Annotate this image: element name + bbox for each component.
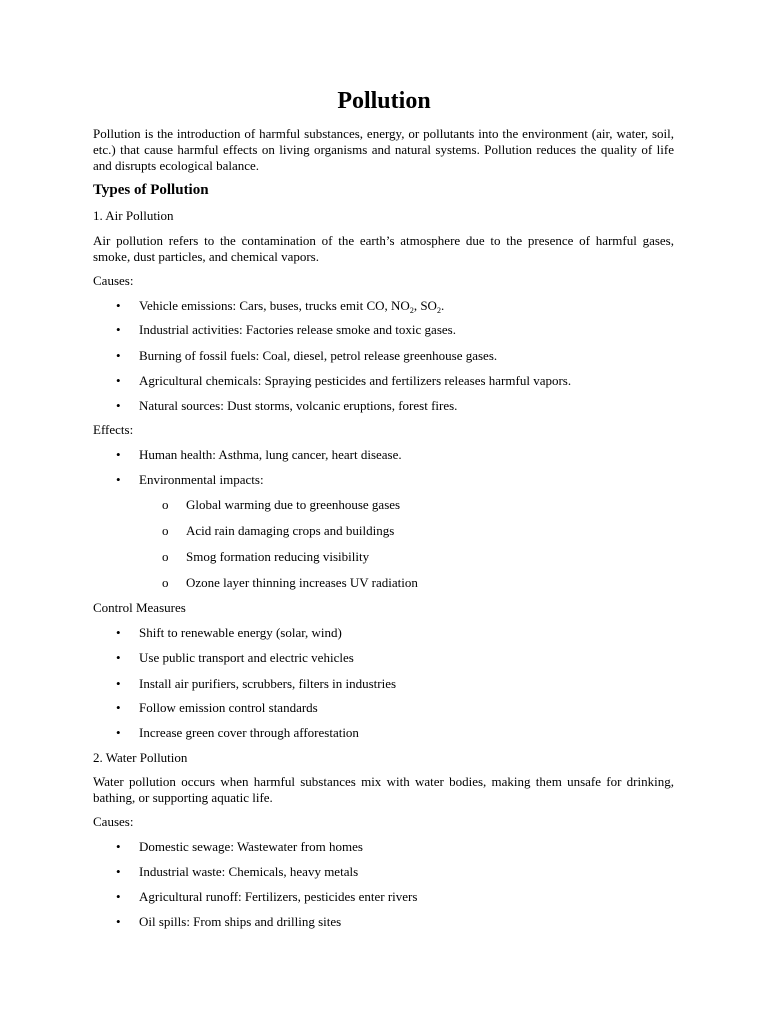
list-item-text: Increase green cover through afforestation <box>139 725 359 740</box>
bullet-icon: • <box>116 373 121 388</box>
bullet-icon: • <box>116 676 121 691</box>
list-item-text: Human health: Asthma, lung cancer, heart disease. <box>139 447 402 462</box>
bullet-icon: • <box>116 322 121 337</box>
bullet-icon: • <box>116 839 121 854</box>
list-item-text: Industrial waste: Chemicals, heavy metals <box>139 864 359 879</box>
bullet-icon: • <box>116 725 121 740</box>
bullet-icon: • <box>116 700 121 715</box>
air-effects-label: Effects: <box>93 422 134 437</box>
air-causes-label: Causes: <box>93 273 134 288</box>
air-control-label: Control Measures <box>93 600 186 615</box>
sub-bullet-icon: o <box>162 549 169 564</box>
list-item-text: Use public transport and electric vehicles <box>139 650 354 665</box>
sub-bullet-icon: o <box>162 575 169 590</box>
sub-list-item-text: Smog formation reducing visibility <box>186 549 370 564</box>
list-item-text: Follow emission control standards <box>139 700 318 715</box>
water-pollution-heading: 2. Water Pollution <box>93 750 188 765</box>
sub-list-item-text: Global warming due to greenhouse gases <box>186 497 401 512</box>
list-item-text: Agricultural chemicals: Spraying pesticides and fertilizers releases harmful vapors. <box>139 373 572 388</box>
bullet-icon: • <box>116 398 121 413</box>
intro-paragraph: Pollution is the introduction of harmful substances, energy, or pollutants into the environment (air, water, soil, etc.) that cause harmful effects on living organisms and natural systems. Pollution reduces the quality of life and disrupts ecological balance. <box>93 126 674 173</box>
water-causes-label: Causes: <box>93 814 134 829</box>
types-heading: Types of Pollution <box>93 182 209 198</box>
list-item-text: Domestic sewage: Wastewater from homes <box>139 839 363 854</box>
list-item-text: Shift to renewable energy (solar, wind) <box>139 625 342 640</box>
sub-list-item-text: Acid rain damaging crops and buildings <box>186 523 395 538</box>
bullet-icon: • <box>116 625 121 640</box>
bullet-icon: • <box>116 298 121 313</box>
bullet-icon: • <box>116 447 121 462</box>
bullet-icon: • <box>116 889 121 904</box>
page-title: Pollution <box>337 88 431 114</box>
water-pollution-description: Water pollution occurs when harmful substances mix with water bodies, making them unsafe for drinking, bathing, or supporting aquatic life. <box>93 774 674 805</box>
sub-bullet-icon: o <box>162 497 169 512</box>
list-item-text: Install air purifiers, scrubbers, filters in industries <box>139 676 397 691</box>
bullet-icon: • <box>116 348 121 363</box>
list-item-text: Agricultural runoff: Fertilizers, pesticides enter rivers <box>139 889 418 904</box>
sub-list-item-text: Ozone layer thinning increases UV radiation <box>186 575 418 590</box>
sub-bullet-icon: o <box>162 523 169 538</box>
bullet-icon: • <box>116 864 121 879</box>
list-item-text: Natural sources: Dust storms, volcanic eruptions, forest fires. <box>139 398 458 413</box>
list-item-text: Oil spills: From ships and drilling sites <box>139 914 342 929</box>
list-item-text: Environmental impacts: <box>139 472 264 487</box>
bullet-icon: • <box>116 472 121 487</box>
list-item-text: Industrial activities: Factories release smoke and toxic gases. <box>139 322 456 337</box>
air-pollution-heading: 1. Air Pollution <box>93 208 174 223</box>
list-item-text: Vehicle emissions: Cars, buses, trucks emit CO, $NO_2$, $SO_2$. <box>139 298 445 315</box>
bullet-icon: • <box>116 914 121 929</box>
air-pollution-description: Air pollution refers to the contamination of the earth’s atmosphere due to the presence of harmful gases, smoke, dust particles, and chemical vapors. <box>93 233 674 264</box>
bullet-icon: • <box>116 650 121 665</box>
list-item-text: Burning of fossil fuels: Coal, diesel, petrol release greenhouse gases. <box>139 348 498 363</box>
